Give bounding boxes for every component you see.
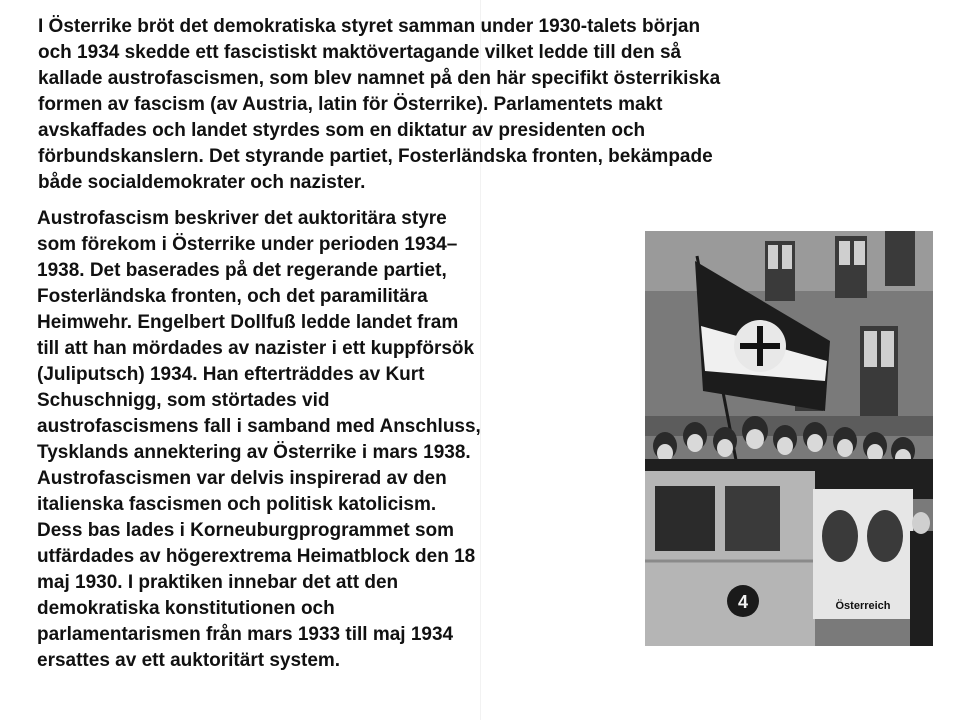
intro-paragraph: I Österrike bröt det demokratiska styret samman under 1930-talets början och 1934 skedde ett fascistiskt maktövertagande vilket ledde till den så kallade austrofascismen, som blev namnet på den här specifikt österrikiska formen av fascism (av Austria, latin för Österrike). Parlamentets makt avskaffades och landet styrdes som en diktatur av presidenten och förbundskanslern. Det styrande partiet, Fosterländska fronten, bekämpade både socialdemokrater och nazister.: [38, 16, 721, 193]
truck-window: [655, 486, 715, 551]
historical-photo: [645, 231, 933, 646]
poster-caption: Österreich: [835, 600, 891, 612]
body-paragraph: Austrofascism beskriver det auktoritära styre som förekom i Österrike under perioden 1934– 1938. Det baserades på det regerande partiet, Fosterländska fronten, och det paramilitära Heimwehr. Engelbert Dollfuß ledde landet fram till att han mördades av nazister i ett kuppförsök (Juliputsch) 1934. Han efterträddes av Kurt Schuschnigg, som störtades vid austrofascismens fall i samband med Anschluss, Tysklands annektering av Österrike i mars 1938. Austrofascismen var delvis inspirerad av den italienska fascismen och politisk katolicism. Dess bas lades i Korneuburgprogrammet som utfärdades av högerextrema Heimatblock den 18 maj 1930. I praktiken innebar det att den demokratiska konstitutionen och parlamentarismen från mars 1933 till maj 1934 ersattes av ett auktoritärt system.: [37, 208, 481, 671]
truck-number: 4: [737, 592, 749, 612]
photo-illustration: [645, 231, 933, 646]
